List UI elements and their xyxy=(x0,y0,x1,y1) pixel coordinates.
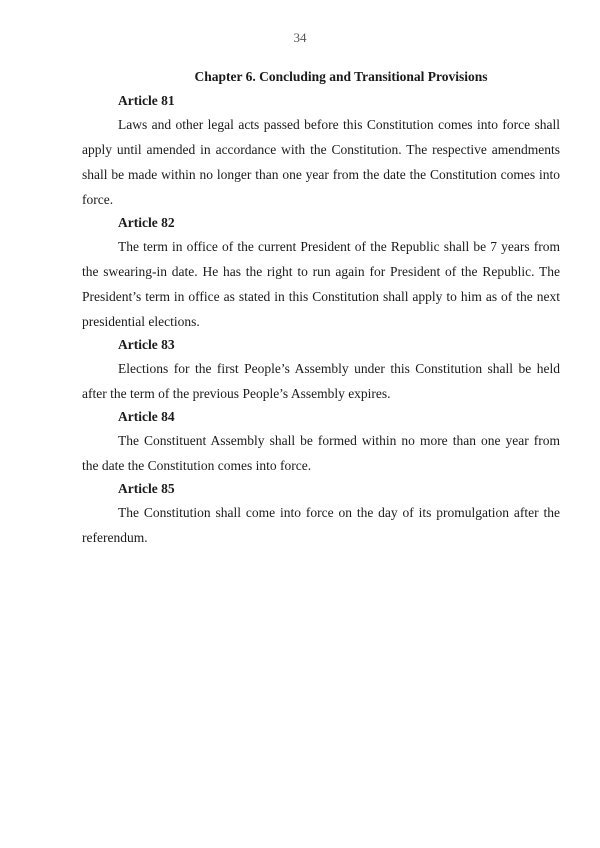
page-number: 34 xyxy=(293,30,307,45)
article-heading: Article 84 xyxy=(118,409,175,424)
document-body xyxy=(82,66,560,550)
article-84 xyxy=(82,406,560,478)
article-text: The Constituent Assembly shall be formed within no more than one year from the date the Constitution comes into force. xyxy=(82,433,560,473)
article-83 xyxy=(82,334,560,406)
article-text: Laws and other legal acts passed before this Constitution comes into force shall apply until amended in accordance with the Constitution. The respective amendments shall be made within no longer than one year from the date the Constitution comes into force. xyxy=(82,117,560,207)
article-85 xyxy=(82,478,560,550)
article-text: The term in office of the current President of the Republic shall be 7 years from the swearing-in date. He has the right to run again for President of the Republic. The President’s term in office as stated in this Constitution shall apply to him as of the next presidential elections. xyxy=(82,239,560,329)
article-text: Elections for the first People’s Assembly under this Constitution shall be held after the term of the previous People’s Assembly expires. xyxy=(82,361,560,401)
article-text: The Constitution shall come into force on the day of its promulgation after the referendum. xyxy=(82,505,560,545)
article-heading: Article 82 xyxy=(118,215,175,230)
article-heading: Article 85 xyxy=(118,481,175,496)
article-heading: Article 83 xyxy=(118,337,175,352)
article-82 xyxy=(82,212,560,334)
chapter-title: Chapter 6. Concluding and Transitional Provisions xyxy=(194,69,488,84)
article-heading: Article 81 xyxy=(118,93,175,108)
article-81 xyxy=(82,90,560,212)
